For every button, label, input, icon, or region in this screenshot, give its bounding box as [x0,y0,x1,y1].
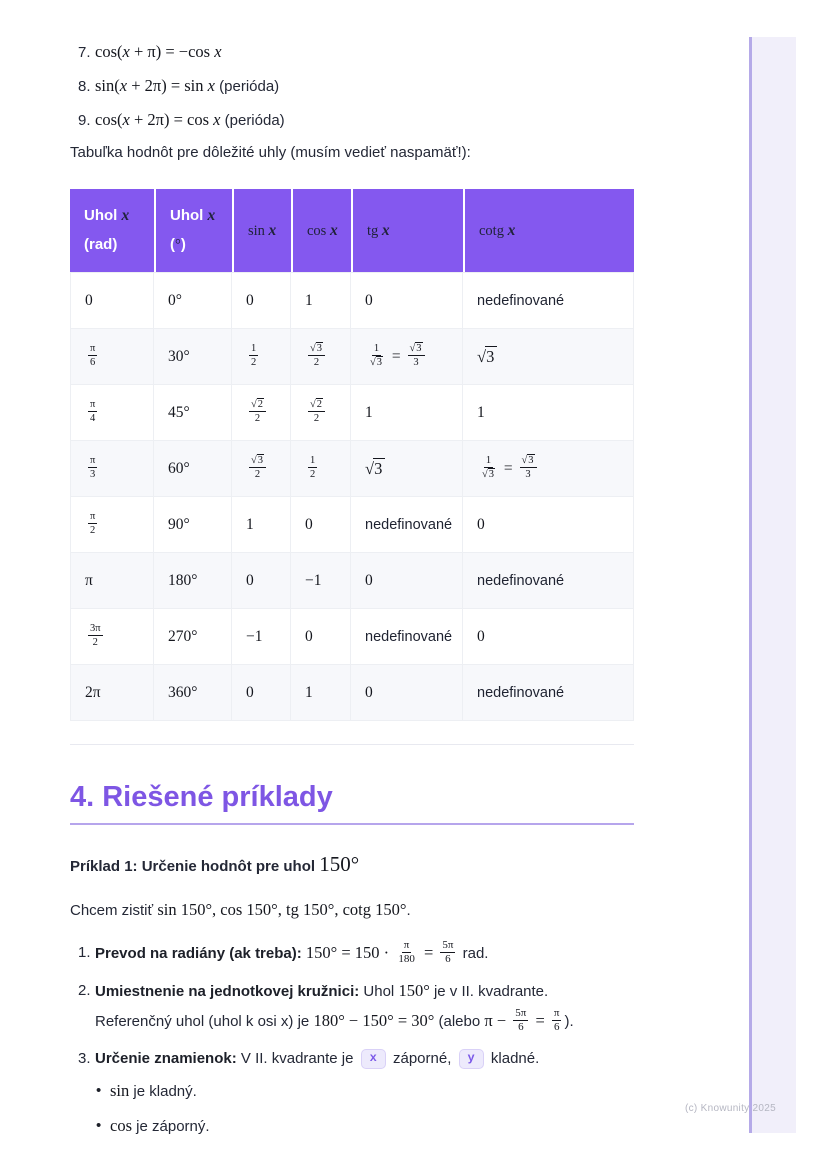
list-number: 7. [78,44,91,61]
table-cell [463,329,634,385]
text-segment: rad. [458,945,489,962]
text-segment: 1 [246,515,254,533]
text-segment: Prevod na radiány (ak treba): [95,945,306,962]
text-segment: 30° [168,347,190,365]
square-root: √3 [477,347,497,366]
text-segment: 0 [246,571,254,589]
text-segment: x [119,76,128,95]
list-item-text [95,108,634,133]
text-segment: 1 [365,403,373,421]
text-segment: = [419,943,438,962]
fraction: $\frac{√3}{3}$ [408,342,425,369]
table-cell [463,272,634,329]
table-header-cell [154,189,232,272]
text-segment: + 2π) = cos [129,110,214,129]
text-segment: (rad) [84,235,118,253]
table-cell [232,329,291,385]
text-segment: 150° [398,981,430,1001]
table-cell [154,497,232,553]
example-heading [70,851,634,880]
text-segment: je záporný. [132,1118,210,1136]
text-segment: x [329,221,338,239]
table-cell [70,329,154,385]
step-text [95,977,634,1038]
text-segment: 0 [305,627,313,645]
values-table [70,189,634,721]
table-header-cell [70,189,154,272]
text-segment: Uhol [84,207,122,224]
text-segment: (alebo [434,1013,485,1031]
table-cell [291,609,351,665]
table-header-cell [232,189,291,272]
step-item [70,977,634,1038]
text-segment: + π) = −cos [129,42,215,61]
text-segment: Uhol [170,207,208,224]
fraction: $\frac{√3}{3}$ [520,454,537,481]
text-segment: 0 [477,515,485,533]
text-segment: . [406,902,411,919]
text-segment: Chcem zistiť [70,902,158,919]
fraction: $\frac{\pi}{3}$ [90,454,96,480]
table-cell [70,609,154,665]
text-segment: x [207,76,215,95]
table-cell [351,272,463,329]
table-cell [232,553,291,609]
text-segment: sin [248,222,269,239]
identity-list [70,40,634,133]
text-segment: 360° [168,683,198,701]
inline-code-badge: y [459,1049,484,1069]
table-cell [232,272,291,329]
table-cell [463,441,634,497]
text-segment: 1 [305,291,313,309]
text-segment: −1 [305,571,322,589]
text-segment: sin [110,1081,130,1101]
table-header-cell [351,189,463,272]
page-content [70,0,634,1156]
text-segment: (perióda) [220,112,285,129]
step-number: 1. [78,944,91,961]
step-line [95,1007,634,1036]
table-cell [70,497,154,553]
table-cell [232,609,291,665]
text-segment: 180° − 150° = 30° [313,1011,435,1031]
text-segment: cos [110,1116,132,1136]
text-segment: 0 [246,291,254,309]
lead-paragraph [70,898,634,923]
table-row [70,329,634,385]
table-cell [463,553,634,609]
text-segment: ° [175,236,181,253]
fraction: $\frac{1}{2}$ [251,342,257,368]
text-segment: Uhol [363,983,399,1001]
fraction: $\frac{\pi}{180}$ [398,938,415,966]
text-segment: 0 [246,683,254,701]
inline-code-badge: x [361,1049,386,1069]
steps-list [70,939,634,1149]
text-segment: 45° [168,403,190,421]
text-segment: ) [180,235,186,253]
table-cell [70,272,154,329]
text-segment: 1 [305,683,313,701]
text-segment: 0 [85,291,93,309]
square-root: √3 [365,459,385,478]
text-segment: 90° [168,515,190,533]
text-segment: cos [307,222,330,239]
table-cell [351,553,463,609]
page-scrollbar[interactable] [749,37,796,1133]
step-line [95,1045,634,1072]
table-cell [463,609,634,665]
step-item [70,939,634,970]
table-cell [291,553,351,609]
text-segment: Určenie znamienok: [95,1050,241,1068]
watermark: (c) Knowunity 2025 [684,1103,776,1114]
text-segment: nedefinované [477,292,565,309]
text-segment: je v II. kvadrante. [429,983,549,1001]
text-segment: 270° [168,627,198,645]
table-cell [154,553,232,609]
step-number: 2. [78,982,91,1000]
fraction: $\frac{\pi}{4}$ [90,398,96,424]
text-segment: 0 [365,571,373,589]
table-cell [291,497,351,553]
text-segment: 150° [319,852,360,876]
table-row [70,665,634,721]
table-cell [351,385,463,441]
table-cell [351,329,463,385]
section-heading: 4. Riešené príklady [70,779,634,825]
fraction: $\frac{3\pi}{2}$ [90,622,101,648]
text-segment: ). [564,1013,574,1031]
text-segment: 60° [168,459,190,477]
text-segment: + 2π) = sin [127,76,208,95]
text-segment: 1 [477,403,485,421]
table-cell [291,665,351,721]
text-segment: nedefinované [477,684,565,701]
text-segment: x [122,110,130,129]
text-segment: π [85,571,93,589]
table-cell [154,609,232,665]
table-cell [154,385,232,441]
step-number: 3. [78,1050,91,1068]
step-text [95,1045,634,1149]
fraction: $\frac{√3}{2}$ [308,342,325,369]
table-cell [232,665,291,721]
table-cell [463,385,634,441]
text-segment: 150° = 150 · [305,943,394,962]
list-item [70,108,634,133]
fraction: $\frac{√2}{2}$ [249,398,266,425]
text-segment: tg [367,222,382,239]
text-segment: nedefinované [365,628,453,645]
step-line [95,977,634,1005]
table-row [70,272,634,329]
table-cell [291,329,351,385]
table-row [70,497,634,553]
step-item [70,1045,634,1149]
text-segment: 0 [305,515,313,533]
fraction: $\frac{1}{2}$ [310,454,316,480]
table-cell [463,497,634,553]
fraction: $\frac{5\pi}{6}$ [515,1006,527,1034]
fraction: $\frac{√3}{2}$ [249,454,266,481]
text-segment: = [500,459,517,477]
list-item [70,40,634,65]
table-cell [154,665,232,721]
text-segment: 2π [85,683,101,701]
text-segment: sin 150°, cos 150°, tg 150°, cotg 150° [157,900,407,919]
step-line [95,939,634,968]
table-cell [351,609,463,665]
list-number: 9. [78,112,91,129]
text-segment: V II. kvadrante je [240,1050,358,1068]
table-cell [351,665,463,721]
text-segment: je kladný. [129,1083,197,1101]
list-item-text [95,40,634,65]
text-segment: = [531,1011,549,1031]
table-cell [70,665,154,721]
section-divider [70,744,634,745]
text-segment: 180° [168,571,198,589]
text-segment: nedefinované [477,572,565,589]
text-segment: x [268,221,277,239]
table-cell [291,385,351,441]
text-segment: Referenčný uhol (uhol k osi x) je [95,1013,314,1031]
text-segment: cos( [95,42,123,61]
fraction: $\frac{√2}{2}$ [308,398,325,425]
table-header-cell [291,189,351,272]
fraction: $\frac{\pi}{6}$ [90,342,96,368]
bullet-item [95,1114,634,1139]
text-segment: = [388,347,405,365]
table-row [70,385,634,441]
text-segment: sin( [95,76,120,95]
table-header-row [70,189,634,272]
fraction: $\frac{5\pi}{6}$ [442,938,454,966]
text-segment: cos( [95,110,123,129]
table-header-cell [463,189,634,272]
text-segment: x [121,207,130,224]
text-segment: ( [170,235,175,253]
text-segment: x [122,42,130,61]
fraction: $\frac{1}{√3}$ [482,454,495,480]
bullet-item [95,1079,634,1104]
text-segment: x [213,110,221,129]
table-intro-text: Tabuľka hodnôt pre dôležité uhly (musím vedieť naspamäť!): [70,144,471,161]
table-row [70,553,634,609]
fraction: $\frac{1}{√3}$ [370,342,383,368]
table-row [70,441,634,497]
text-segment: 0 [477,627,485,645]
table-cell [291,441,351,497]
text-segment: záporné, [388,1050,456,1068]
table-cell [232,497,291,553]
table-cell [70,553,154,609]
fraction: $\frac{\pi}{2}$ [90,510,96,536]
text-segment: nedefinované [365,516,453,533]
text-segment: kladné. [486,1050,540,1068]
text-segment: 0° [168,291,182,309]
text-segment: x [507,221,516,239]
table-cell [351,441,463,497]
table-cell [232,441,291,497]
text-segment: Umiestnenie na jednotkovej kružnici: [95,983,364,1001]
text-segment: 0 [365,291,373,309]
table-cell [154,441,232,497]
table-cell [232,385,291,441]
text-segment: x [207,207,216,224]
table-cell [463,665,634,721]
text-segment: 0 [365,683,373,701]
table-cell [291,272,351,329]
fraction: $\frac{\pi}{6}$ [553,1006,560,1034]
table-cell [70,441,154,497]
text-segment: cotg [479,222,508,239]
list-item-text [95,74,634,99]
step-text [95,939,634,970]
list-item [70,74,634,99]
text-segment: (perióda) [214,78,280,95]
text-segment: x [381,221,390,239]
table-cell [70,385,154,441]
table-cell [154,272,232,329]
text-segment: Príklad 1: Určenie hodnôt pre uhol [70,858,320,875]
table-row [70,609,634,665]
table-cell [351,497,463,553]
text-segment: −1 [246,627,263,645]
list-number: 8. [78,78,91,95]
bullet-list [95,1079,634,1139]
text-segment: x [214,42,222,61]
text-segment: π − [484,1011,511,1031]
table-cell [154,329,232,385]
